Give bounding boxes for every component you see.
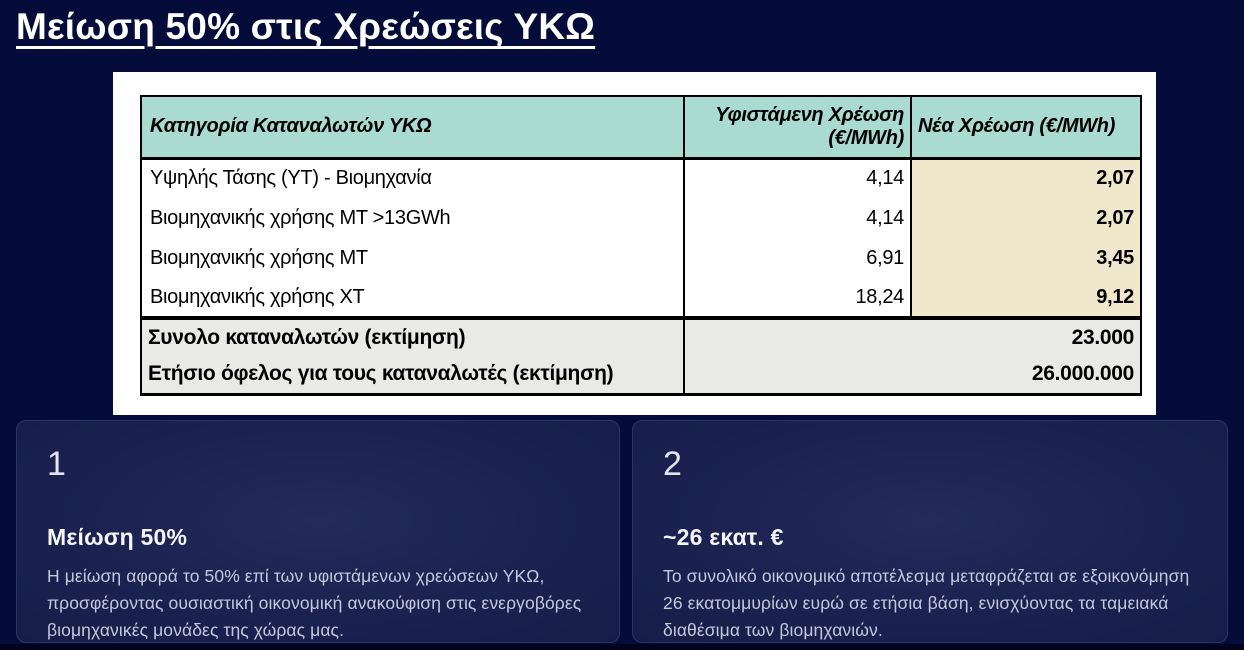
row-existing-value: 6,91 (684, 238, 911, 278)
page-title: Μείωση 50% στις Χρεώσεις ΥΚΩ (16, 6, 596, 47)
row-new-value: 2,07 (911, 158, 1141, 198)
table-row (141, 158, 1141, 198)
card-number: 1 (47, 445, 66, 483)
yko-charges-table (140, 95, 1142, 396)
header-existing-charge: Υφιστάμενη Χρέωση (€/MWh) (684, 96, 911, 158)
summary-value: 23.000 (684, 318, 1141, 356)
card-body-text: Το συνολικό οικονομικό αποτέλεσμα μεταφράζεται σε εξοικονόμηση 26 εκατομμυρίων ευρώ σε ετήσια βάση, ενισχύοντας τα ταμειακά διαθέσιμα των βιομηχανιών. (663, 566, 1190, 641)
row-category: Υψηλής Τάσης (ΥΤ) - Βιομηχανία (141, 158, 684, 198)
row-category: Βιομηχανικής χρήσης ΜΤ (141, 238, 684, 278)
summary-label: Συνολο καταναλωτών (εκτίμηση) (141, 318, 684, 356)
card-heading: Μείωση 50% (47, 524, 188, 550)
header-category: Κατηγορία Καταναλωτών ΥΚΩ (141, 96, 684, 158)
table-row (141, 278, 1141, 318)
table-row (141, 238, 1141, 278)
card-heading: ~26 εκατ. € (663, 524, 784, 550)
table-panel (113, 72, 1156, 415)
row-category: Βιομηχανικής χρήσης ΜΤ >13GWh (141, 198, 684, 238)
row-existing-value: 4,14 (684, 158, 911, 198)
summary-value: 26.000.000 (684, 356, 1141, 394)
bottom-bar (0, 644, 1244, 650)
table-header-row (141, 96, 1141, 158)
card-number: 2 (663, 445, 682, 483)
row-existing-value: 18,24 (684, 278, 911, 318)
row-new-value: 2,07 (911, 198, 1141, 238)
row-new-value: 9,12 (911, 278, 1141, 318)
summary-label: Ετήσιο όφελος για τους καταναλωτές (εκτίμηση) (141, 356, 684, 394)
row-existing-value: 4,14 (684, 198, 911, 238)
info-cards (16, 420, 1228, 643)
summary-row-total-consumers (141, 318, 1141, 356)
summary-row-annual-benefit (141, 356, 1141, 394)
header-new-charge: Νέα Χρέωση (€/MWh) (911, 96, 1141, 158)
table-row (141, 198, 1141, 238)
card-body-text: Η μείωση αφορά το 50% επί των υφιστάμενων χρεώσεων ΥΚΩ, προσφέροντας ουσιαστική οικονομική ανακούφιση στις ενεργοβόρες βιομηχανικές μονάδες της χώρας μας. (47, 566, 582, 641)
row-new-value: 3,45 (911, 238, 1141, 278)
row-category: Βιομηχανικής χρήσης ΧΤ (141, 278, 684, 318)
card-reduction-50 (16, 420, 620, 643)
card-26-million-euro (632, 420, 1228, 643)
